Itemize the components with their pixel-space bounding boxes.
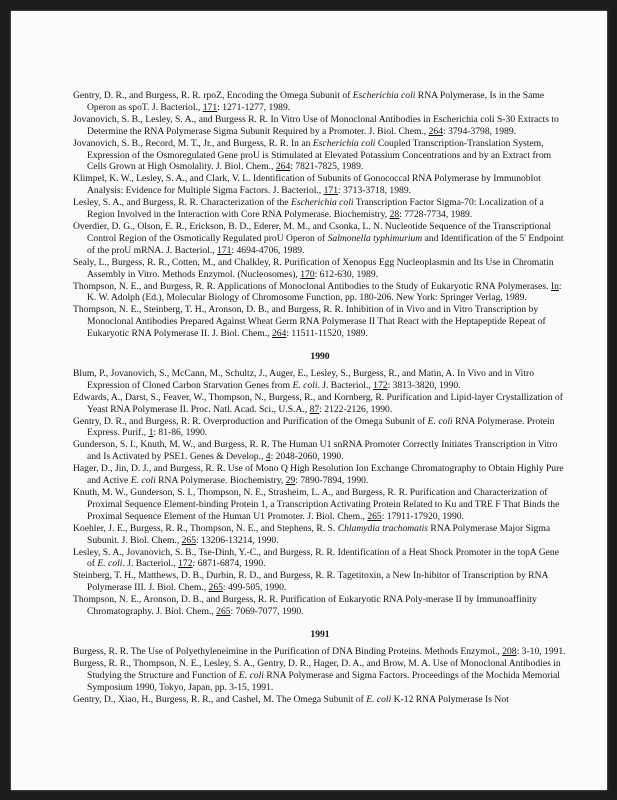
- italic-text: E. coli: [130, 475, 156, 487]
- reference-text: : 3713-3718, 1989.: [338, 185, 412, 197]
- reference-text: . J. Bacteriol.,: [122, 558, 179, 570]
- document-page: [11, 11, 607, 790]
- reference-entry: [73, 197, 567, 221]
- reference-text: Overdier, D. G., Olson, E. R., Erickson, B. D., Ederer, M. M., and Csonka, L. N. Nucleotide Sequence of the Transcriptional Control Region of the Osmotically Regulated proU Operon of: [73, 220, 552, 244]
- reference-text: Blum, P., Jovanovich, S., McCann, M., Schultz, J., Auger, E., Lesley, S., Burgess, R., and Matin, A. In Vivo and in Vitro Expression of Cloned Carbon Starvation Genes from: [73, 367, 534, 391]
- volume-number: 171: [323, 185, 338, 197]
- volume-number: 265: [367, 510, 382, 522]
- reference-list: [73, 90, 567, 705]
- reference-text: : 7069-7077, 1990.: [230, 606, 304, 618]
- reference-text: Edwards, A., Darst, S., Feaver, W., Thompson, N., Burgess, R., and Kornberg, R. Purification and Lipid-layer Crystallization of Yeast RNA Polymerase II. Proc. Natl. Acad. Sci., U.S.A.,: [73, 391, 563, 415]
- reference-entry: [73, 221, 567, 257]
- reference-entry: [73, 304, 567, 340]
- italic-text: Escherichia coli: [352, 90, 416, 101]
- italic-text: E. coli: [97, 558, 123, 570]
- volume-number: 87: [309, 403, 320, 415]
- reference-text: : K. W. Adolph (Ed.), Molecular Biology of Chromosome Function, pp. 180-206. New York: Springer Verlag, 1989.: [87, 280, 562, 304]
- volume-number: 170: [300, 268, 315, 280]
- reference-text: Gentry, D. R., and Burgess, R. R. rpoZ, Encoding the Omega Subunit of: [73, 90, 353, 101]
- reference-text: Lesley, S. A., and Burgess, R. R. Characterization of the: [73, 197, 291, 209]
- reference-text: Thompson, N. E., Steinberg, T. H., Aronson, D. B., and Burgess, R. R. Inhibition of in Vivo and in Vitro Transcription by Monoclonal Antibodies Prepared Against Wheat Germ RNA Polymerase II That React with the Heptapeptide Repeat of Eukaryotic RNA Polymerase II. J. Biol. Chem.,: [73, 304, 546, 340]
- reference-text: : 3-10, 1991.: [516, 645, 566, 657]
- reference-entry: [73, 138, 567, 174]
- volume-number: 208: [502, 645, 517, 657]
- reference-entry: [73, 594, 567, 618]
- reference-text: : 81-86, 1990.: [153, 427, 208, 439]
- reference-entry: [73, 646, 567, 658]
- reference-text: Gentry, D. R., and Burgess, R. R. Overproduction and Purification of the Omega Subunit of: [73, 415, 428, 427]
- italic-text: E. coli: [292, 379, 318, 391]
- reference-text: Burgess, R. R., Thompson, N. E., Lesley, S. A., Gentry, D. R., Hager, D. A., and Brow, M. A. Use of Monoclonal Antibodies in Studying the Structure and Function of: [73, 657, 561, 681]
- reference-text: : 3794-3798, 1989.: [443, 125, 517, 137]
- reference-text: : 612-630, 1989.: [314, 268, 379, 280]
- volume-number: 172: [178, 558, 193, 570]
- reference-text: Coupled Transcription-Translation System, Expression of the Osmoregulated Gene proU is Stimulated at Elevated Potassium Concentrations and by an Extract from Cells Grown at High Osmolality. J. Biol. Chem.,: [87, 137, 552, 173]
- reference-text: RNA Polymerase Major Sigma Subunit. J. Biol. Chem.,: [87, 522, 551, 546]
- italic-text: Chlamydia trachomatis: [337, 522, 429, 534]
- volume-number: 265: [208, 582, 223, 594]
- italic-text: E. coli: [238, 669, 264, 681]
- volume-number: In: [550, 280, 559, 292]
- reference-text: Koehler, J. E., Burgess, R. R., Thompson, N. E., and Stephens, R. S.: [73, 522, 338, 534]
- reference-text: : 13206-13214, 1990.: [196, 534, 279, 546]
- volume-number: 264: [271, 328, 287, 340]
- reference-text: Gunderson, S. I., Knuth, M. W., and Burgess, R. R. The Human U1 snRNA Promoter Correctly Initiates Transcription in Vitro and Is Activated by PSE1. Genes & Develop.,: [73, 439, 558, 463]
- reference-text: : 3813-3820, 1990.: [387, 379, 461, 391]
- volume-number: 4: [265, 451, 271, 463]
- reference-text: : 11511-11520, 1989.: [286, 328, 368, 340]
- reference-text: : 2122-2126, 1990.: [319, 403, 393, 415]
- reference-text: Transcription Factor Sigma-70: Localization of a Region Involved in the Interaction with Core RNA Polymerase. Biochemistry,: [87, 197, 544, 221]
- reference-entry: [73, 257, 567, 281]
- year-heading: 1991: [310, 628, 330, 640]
- reference-text: : 2048-2060, 1990.: [270, 451, 344, 463]
- year-heading: 1990: [310, 351, 330, 363]
- volume-number: 265: [216, 606, 231, 618]
- reference-entry: [73, 547, 567, 571]
- reference-text: RNA Polymerase. Protein Express. Purif.,: [87, 415, 555, 439]
- reference-text: : 6871-6874, 1990.: [192, 558, 266, 570]
- reference-entry: [73, 281, 567, 305]
- reference-text: Knuth, M. W., Gunderson, S. I., Thompson, N. E., Strasheim, L. A., and Burgess, R. R. Purification and Characterization of Proximal Sequence Element-binding Protein 1, a Transcription Activating Protein Related to Ku and TRE F That Binds the Proximal Sequence Element of the Human U1 Promoter. J. Biol. Chem.,: [73, 487, 560, 522]
- volume-number: 1: [148, 427, 154, 439]
- reference-text: Thompson, N. E., and Burgess, R. R. Applications of Monoclonal Antibodies to the Study of Eukaryotic RNA Polymerases.: [73, 280, 551, 292]
- reference-entry: [73, 368, 567, 392]
- reference-text: Gentry, D., Xiao, H., Burgess, R. R., and Cashel, M. The Omega Subunit of: [73, 693, 367, 705]
- reference-entry: [73, 658, 567, 694]
- reference-text: : 4694-4706, 1989.: [231, 244, 305, 256]
- reference-text: Steinberg, T. H., Matthews, D. B., Durbin, R. D., and Burgess, R. R. Tagetitoxin, a New In-hibitor of Transcription by RNA Polymerase III. J. Biol. Chem.,: [73, 570, 548, 594]
- reference-text: : 17911-17920, 1990.: [381, 510, 464, 522]
- reference-entry: [73, 392, 567, 416]
- reference-text: RNA Polymerase. Biochemistry,: [155, 475, 286, 487]
- italic-text: E. coli: [427, 415, 453, 427]
- reference-entry: [73, 173, 567, 197]
- reference-text: Burgess, R. R. The Use of Polyethyleneimine in the Purification of DNA Binding Proteins. Methods Enzymol.,: [73, 645, 503, 657]
- reference-text: Hager, D., Jin, D. J., and Burgess, R. R. Use of Mono Q High Resolution Ion Exchange Chromatography to Obtain Highly Pure and Active: [73, 463, 564, 487]
- reference-text: : 7728-7734, 1989.: [399, 209, 473, 221]
- italic-text: E. coli: [366, 693, 392, 705]
- volume-number: 171: [202, 101, 218, 113]
- reference-text: : 7890-7894, 1990.: [295, 475, 369, 487]
- reference-text: RNA Polymerase, Is in the Same Operon as spoT. J. Bacteriol.,: [87, 90, 545, 113]
- reference-entry: [73, 694, 567, 706]
- reference-text: Sealy, L., Burgess, R. R., Cotten, M., and Chalkley, R. Purification of Xenopus Egg Nucleoplasmin and Its Use in Chromatin Assembly in Vitro. Methods Enzymol. (Nucleosomes),: [73, 256, 554, 280]
- reference-text: : 7821-7825, 1989.: [290, 161, 364, 173]
- italic-text: Salmonella typhimurium: [327, 232, 423, 244]
- reference-entry: [73, 463, 567, 487]
- reference-entry: [73, 487, 567, 523]
- italic-text: Escherichia coli: [290, 197, 354, 209]
- reference-text: RNA Polymerase and Sigma Factors. Proceedings of the Mochida Memorial Symposium 1990, Tokyo, Japan, pp. 3-15, 1991.: [87, 669, 560, 693]
- reference-text: K-12 RNA Polymerase Is Not: [391, 693, 509, 705]
- reference-entry: [73, 570, 567, 594]
- reference-entry: [73, 90, 567, 114]
- reference-text: Jovanovich, S. B., Lesley, S. A., and Burgess R. R. In Vitro Use of Monoclonal Antibodies in Escherichia coli S-30 Extracts to Determine the RNA Polymerase Sigma Subunit Required by a Promoter. J. Biol. Chem.,: [73, 113, 559, 137]
- volume-number: 28: [389, 209, 400, 221]
- volume-number: 171: [217, 244, 232, 256]
- reference-entry: [73, 523, 567, 547]
- italic-text: Escherichia coli: [312, 137, 376, 149]
- reference-entry: [73, 114, 567, 138]
- reference-text: . J. Bacteriol.,: [317, 379, 374, 391]
- volume-number: 172: [373, 379, 388, 391]
- volume-number: 264: [275, 161, 291, 173]
- reference-text: Jovanovich, S. B., Record, M. T., Jr., and Burgess, R. R. In an: [73, 137, 313, 149]
- reference-text: and Identification of the 5' Endpoint of the proU mRNA. J. Bacteriol.,: [87, 232, 564, 256]
- reference-text: : 1271-1277, 1989.: [217, 101, 291, 113]
- volume-number: 265: [181, 534, 197, 546]
- reference-text: : 499-505, 1990.: [222, 582, 287, 594]
- reference-text: Thompson, N. E., Aronson, D. B., and Burgess, R. R. Purification of Eukaryotic RNA Poly-merase II by Immunoaffinity Chromatography. J. Biol. Chem.,: [73, 594, 537, 618]
- volume-number: 29: [285, 475, 296, 487]
- volume-number: 264: [428, 125, 443, 137]
- reference-text: Klimpel, K. W., Lesley, S. A., and Clark, V. L. Identification of Subunits of Gonococcal RNA Polymerase by Immunoblot Analysis: Evidence for Multiple Sigma Factors. J. Bacteriol.,: [73, 173, 541, 197]
- reference-text: Lesley, S. A., Jovanovich, S. B., Tse-Dinh, Y.-C., and Burgess, R. R. Identification of a Heat Shock Promoter in the topA Gene of: [73, 546, 559, 570]
- reference-entry: [73, 416, 567, 440]
- reference-entry: [73, 439, 567, 463]
